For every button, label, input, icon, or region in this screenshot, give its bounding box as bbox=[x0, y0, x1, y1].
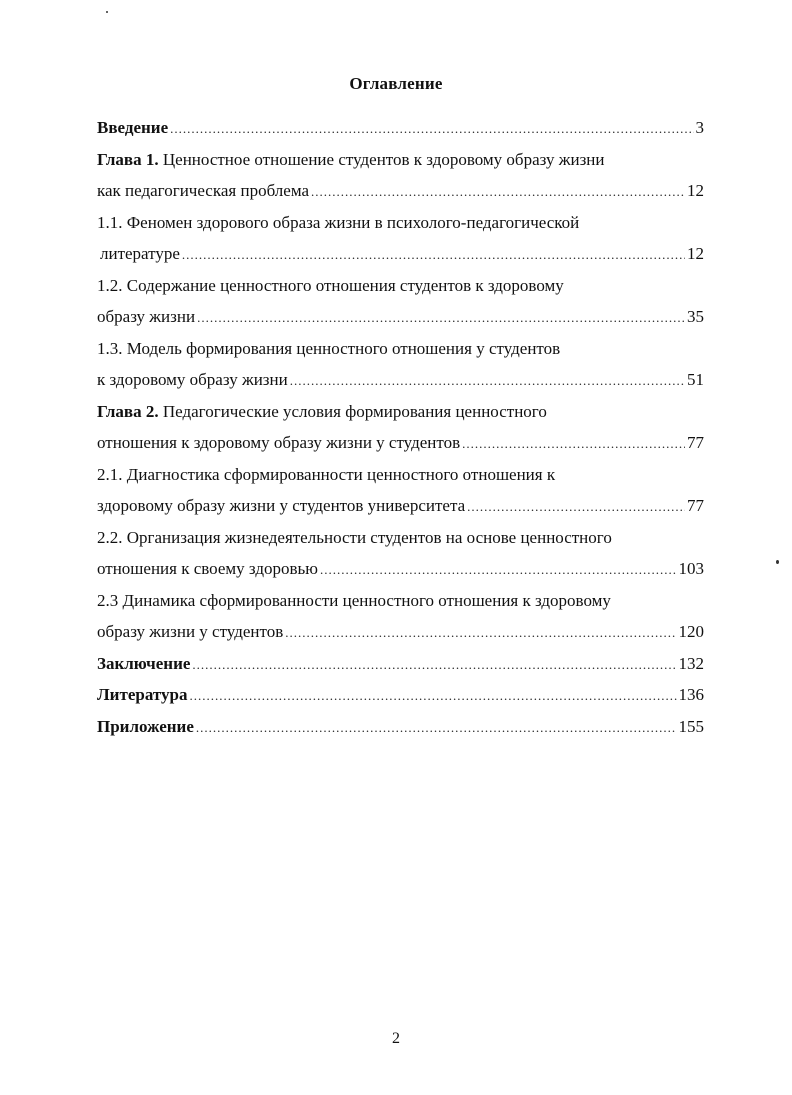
toc-page-number: 35 bbox=[687, 307, 704, 326]
dot-leader bbox=[311, 176, 685, 207]
toc-entry-chapter-1 bbox=[97, 144, 704, 176]
chapter-prefix: Глава 2. bbox=[97, 401, 159, 421]
toc-entry-section-1-1 bbox=[97, 207, 704, 239]
toc-page-number: 51 bbox=[687, 370, 704, 389]
toc-entry-label: 1.1. Феномен здорового образа жизни в психолого-педагогической bbox=[97, 212, 580, 232]
toc-entry-label: Ценностное отношение студентов к здоровому образу жизни bbox=[158, 149, 605, 169]
toc-entry-section-1-2 bbox=[97, 270, 704, 302]
toc-entry-label: 2.1. Диагностика сформированности ценностного отношения к bbox=[97, 464, 556, 484]
toc-page-number: 3 bbox=[695, 118, 704, 137]
toc-page-number: 77 bbox=[687, 496, 704, 515]
toc-page-number: 120 bbox=[678, 622, 704, 641]
toc-entry-label: как педагогическая проблема bbox=[97, 181, 310, 200]
toc-entry-chapter-1-cont bbox=[97, 175, 704, 207]
toc-entry-section-1-2-cont bbox=[97, 301, 704, 333]
toc-entry-label: образу жизни bbox=[97, 307, 196, 326]
toc-page-number: 136 bbox=[678, 685, 704, 704]
dot-leader bbox=[170, 113, 693, 144]
toc-entry-label: Введение bbox=[97, 118, 169, 137]
toc-page-number: 132 bbox=[678, 653, 704, 673]
toc-entry-section-2-2-cont bbox=[97, 553, 704, 585]
page-title: Оглавление bbox=[349, 74, 443, 93]
toc-entry-section-2-2 bbox=[97, 522, 704, 554]
toc-entry-label: образу жизни у студентов bbox=[97, 622, 284, 641]
dot-leader bbox=[197, 302, 685, 333]
toc-entry-label: 1.3. Модель формирования ценностного отношения у студентов bbox=[97, 338, 561, 358]
dot-leader bbox=[290, 365, 685, 396]
toc-page-number: 103 bbox=[678, 559, 704, 578]
toc-entry-section-1-1-cont bbox=[97, 238, 704, 270]
toc-entry-introduction bbox=[97, 112, 704, 144]
toc-entry-label: литературе bbox=[100, 244, 180, 263]
toc-page-number: 155 bbox=[678, 716, 704, 736]
scan-speck bbox=[106, 11, 108, 13]
toc-page-number: 77 bbox=[687, 433, 704, 452]
dot-leader bbox=[462, 428, 685, 459]
toc-entry-section-2-3-cont bbox=[97, 616, 704, 648]
toc-entry-section-2-1-cont bbox=[97, 490, 704, 522]
dot-leader bbox=[189, 680, 676, 711]
dot-leader bbox=[320, 554, 677, 585]
toc-entry-label: 2.2. Организация жизнедеятельности студентов на основе ценностного bbox=[97, 527, 612, 547]
dot-leader bbox=[467, 491, 685, 522]
toc-entry-chapter-2-cont bbox=[97, 427, 704, 459]
toc-page-number: 12 bbox=[687, 181, 704, 200]
toc-entry-label: Литература bbox=[97, 685, 188, 704]
toc-entry-label: Заключение bbox=[97, 653, 191, 673]
toc-entry-label: здоровому образу жизни у студентов университета bbox=[97, 496, 466, 515]
dot-leader bbox=[285, 617, 676, 648]
toc-entry-appendix bbox=[97, 711, 704, 743]
toc-entry-conclusion bbox=[97, 648, 704, 680]
page-number: 2 bbox=[392, 1030, 400, 1047]
toc-page-number: 12 bbox=[687, 244, 704, 263]
toc-entry-label: Приложение bbox=[97, 716, 194, 736]
table-of-contents bbox=[97, 112, 704, 742]
dot-leader bbox=[196, 712, 677, 743]
dot-leader bbox=[182, 239, 685, 270]
toc-entry-label: Педагогические условия формирования ценностного bbox=[158, 401, 547, 421]
toc-entry-section-1-3-cont bbox=[97, 364, 704, 396]
chapter-prefix: Глава 1. bbox=[97, 149, 159, 169]
toc-entry-section-2-3 bbox=[97, 585, 704, 617]
toc-entry-section-2-1 bbox=[97, 459, 704, 491]
toc-entry-label: 2.3 Динамика сформированности ценностного отношения к здоровому bbox=[97, 590, 611, 610]
scan-speck bbox=[776, 560, 779, 564]
toc-entry-literature bbox=[97, 679, 704, 711]
toc-entry-section-1-3 bbox=[97, 333, 704, 365]
toc-entry-label: отношения к своему здоровью bbox=[97, 559, 318, 578]
toc-entry-label: отношения к здоровому образу жизни у студентов bbox=[97, 433, 461, 452]
dot-leader bbox=[192, 649, 676, 680]
toc-entry-chapter-2 bbox=[97, 396, 704, 428]
toc-entry-label: 1.2. Содержание ценностного отношения студентов к здоровому bbox=[97, 275, 564, 295]
toc-entry-label: к здоровому образу жизни bbox=[97, 370, 288, 389]
